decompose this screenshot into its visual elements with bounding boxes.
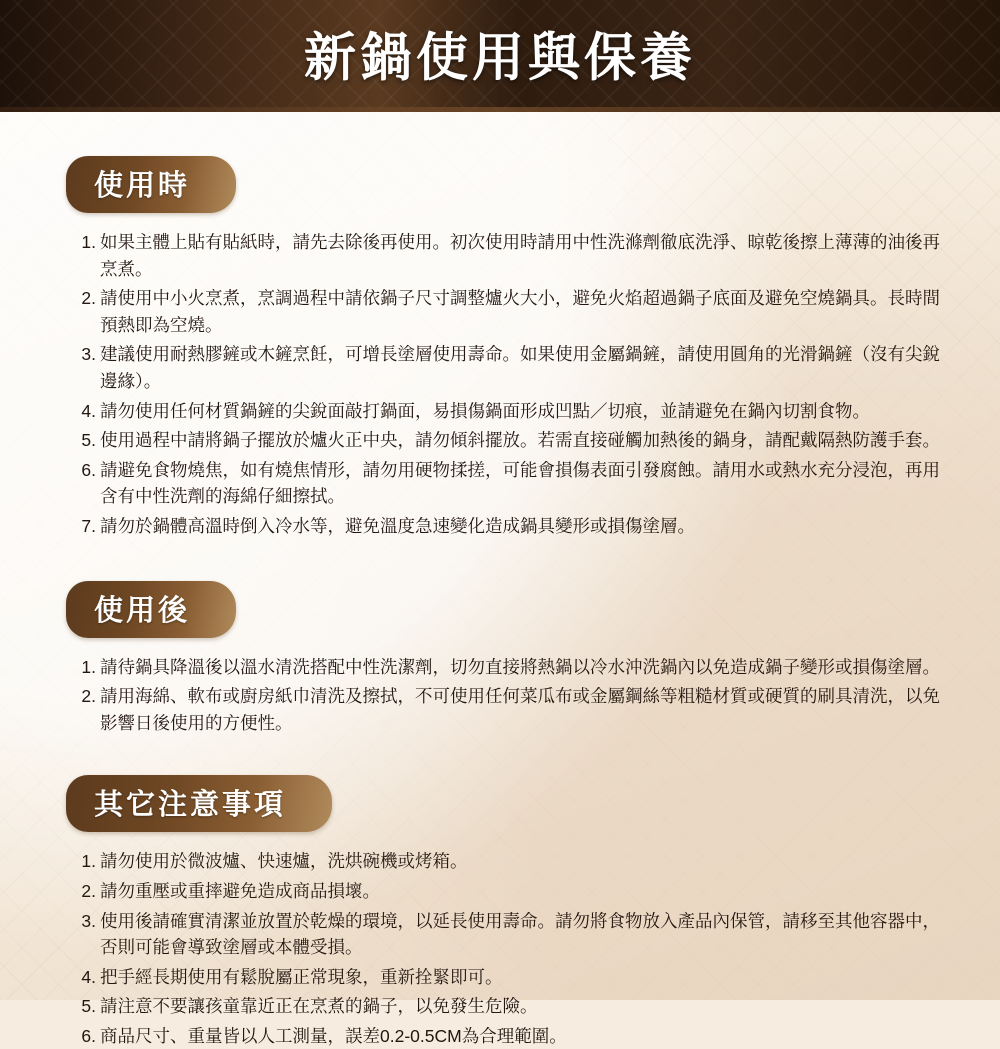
list-item: 如果主體上貼有貼紙時，請先去除後再使用。初次使用時請用中性洗滌劑徹底洗淨、晾乾後擦上薄薄的油後再烹煮。 <box>100 232 940 279</box>
list-during-use <box>28 229 972 540</box>
page-title: 新鍋使用與保養 <box>303 29 697 88</box>
list-other-notes <box>28 848 972 1049</box>
section-heading-during-use: 使用時 <box>66 156 236 213</box>
list-item: 請用海綿、軟布或廚房紙巾清洗及擦拭，不可使用任何菜瓜布或金屬鋼絲等粗糙材質或硬質的刷具清洗，以免影響日後使用的方便性。 <box>100 686 940 733</box>
list-item: 商品尺寸、重量皆以人工測量，誤差0.2-0.5CM為合理範圍。 <box>100 1025 567 1046</box>
list-item: 建議使用耐熱膠鏟或木鏟烹飪，可增長塗層使用壽命。如果使用金屬鍋鏟，請使用圓角的光滑鍋鏟（沒有尖銳邊緣）。 <box>100 344 940 391</box>
list-item: 使用後請確實清潔並放置於乾燥的環境，以延長使用壽命。請勿將食物放入產品內保管，請移至其他容器中，否則可能會導致塗層或本體受損。 <box>100 910 940 958</box>
list-item: 請勿重壓或重摔避免造成商品損壞。 <box>100 880 380 901</box>
list-item: 請勿使用任何材質鍋鏟的尖銳面敲打鍋面，易損傷鍋面形成凹點／切痕，並請避免在鍋內切割食物。 <box>100 400 870 421</box>
list-item: 請使用中小火烹煮，烹調過程中請依鍋子尺寸調整爐火大小，避免火焰超過鍋子底面及避免空燒鍋具。長時間預熱即為空燒。 <box>100 288 940 335</box>
list-item: 請避免食物燒焦，如有燒焦情形，請勿用硬物揉搓，可能會損傷表面引發腐蝕。請用水或熱水充分浸泡，再用含有中性洗劑的海綿仔細擦拭。 <box>100 459 940 507</box>
list-item: 使用過程中請將鍋子擺放於爐火正中央，請勿傾斜擺放。若需直接碰觸加熱後的鍋身，請配戴隔熱防護手套。 <box>100 430 940 451</box>
list-item: 把手經長期使用有鬆脫屬正常現象，重新拴緊即可。 <box>100 966 503 987</box>
section-during-use <box>0 112 1000 540</box>
list-item: 請勿於鍋體高溫時倒入冷水等，避免溫度急速變化造成鍋具變形或損傷塗層。 <box>100 515 695 536</box>
list-after-use <box>28 654 972 737</box>
section-after-use <box>0 543 1000 737</box>
section-heading-other-notes: 其它注意事項 <box>66 775 332 832</box>
content-area <box>0 112 1000 1046</box>
list-item: 請待鍋具降溫後以溫水清洗搭配中性洗潔劑，切勿直接將熱鍋以冷水沖洗鍋內以免造成鍋子變形或損傷塗層。 <box>100 656 940 677</box>
section-other-notes <box>0 739 1000 1049</box>
list-item: 請注意不要讓孩童靠近正在烹煮的鍋子，以免發生危險。 <box>100 996 538 1017</box>
list-item: 請勿使用於微波爐、快速爐，洗烘碗機或烤箱。 <box>100 851 468 872</box>
page-banner <box>0 0 1000 112</box>
section-heading-after-use: 使用後 <box>66 581 236 638</box>
